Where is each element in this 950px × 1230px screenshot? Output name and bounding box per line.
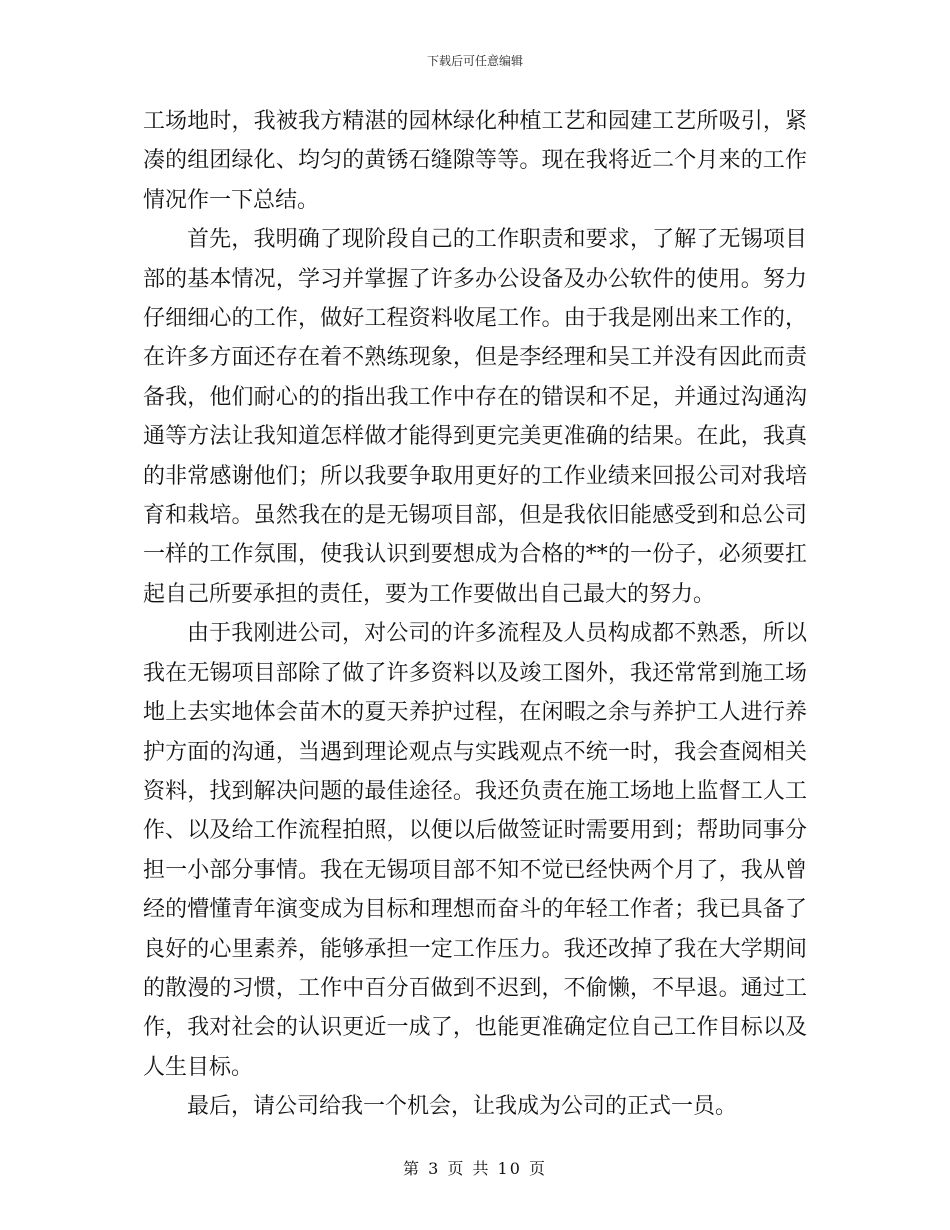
page-header: 下载后可任意编辑 (426, 54, 523, 68)
page-number-footer: 第 3 页 共 10 页 (403, 1159, 547, 1178)
paragraph-4: 最后，请公司给我一个机会，让我成为公司的正式一员。 (187, 1094, 738, 1120)
paragraph-2: 首先，我明确了现阶段自己的工作职责和要求，了解了无锡项目部的基本情况，学习并掌握了许多办公设备及办公软件的使用。努力仔细细心的工作，做好工程资料收尾工作。由于我是刚出来工作的，在许多方面还存在着不熟练现象，但是李经理和吴工并没有因此而责备我，他们耐心的的指出我工作中存在的错误和不足，并通过沟通沟通等方法让我知道怎样做才能得到更完美更准确的结果。在此，我真的非常感谢他们；所以我要争取用更好的工作业绩来回报公司对我培育和栽培。虽然我在的是无锡项目部，但是我依旧能感受到和总公司一样的工作氛围，使我认识到要想成为合格的**的一份子，必须要扛起自己所要承担的责任，要为工作要做出自己最大的努力。 (143, 227, 807, 607)
paragraph-3: 由于我刚进公司，对公司的许多流程及人员构成都不熟悉，所以我在无锡项目部除了做了许多资料以及竣工图外，我还常常到施工场地上去实地体会苗木的夏天养护过程，在闲暇之余与养护工人进行养护方面的沟通，当遇到理论观点与实践观点不统一时，我会查阅相关资料，找到解决问题的最佳途径。我还负责在施工场地上监督工人工作、以及给工作流程拍照，以便以后做签证时需要用到；帮助同事分担一小部分事情。我在无锡项目部不知不觉已经快两个月了，我从曾经的懵懂青年演变成为目标和理想而奋斗的年轻工作者；我已具备了良好的心里素养，能够承担一定工作压力。我还改掉了我在大学期间的散漫的习惯，工作中百分百做到不迟到，不偷懒，不早退。通过工作，我对社会的认识更近一成了，也能更准确定位自己工作目标以及人生目标。 (143, 621, 807, 1080)
paragraph-1: 工场地时，我被我方精湛的园林绿化种植工艺和园建工艺所吸引，紧凑的组团绿化、均匀的黄锈石缝隙等等。现在我将近二个月来的工作情况作一下总结。 (143, 109, 807, 213)
document-body (143, 102, 807, 1127)
